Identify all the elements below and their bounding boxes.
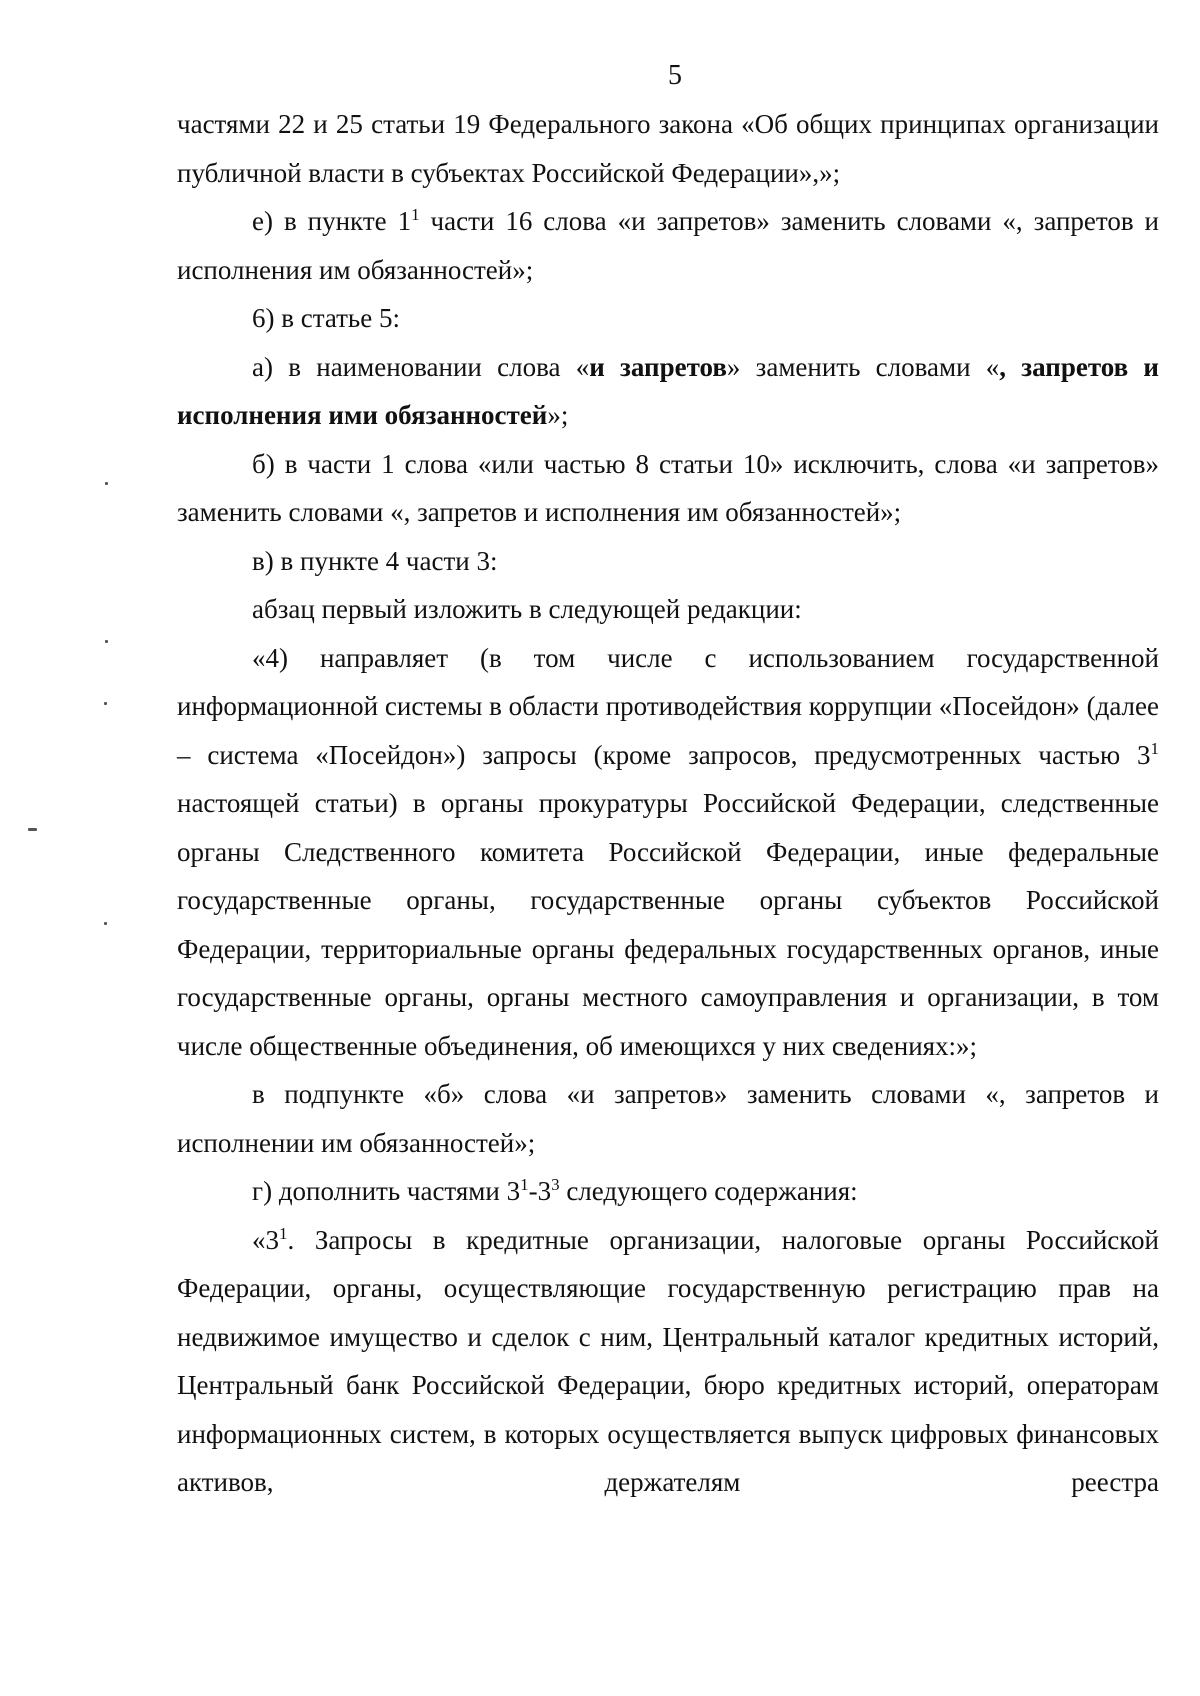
superscript: 1 (520, 1175, 529, 1194)
paragraph-2 (177, 197, 1159, 294)
scan-speck (28, 828, 37, 831)
page-number: 5 (668, 60, 682, 91)
paragraph-4-text-b: » заменить словами « (726, 351, 1000, 382)
paragraph-8-text-b: настоящей статьи) в органы прокуратуры Российской Федерации, следственные органы Следственного комитета Российской Федерации, иные федеральные государственные органы, государственные органы субъектов Российской Федерации, территориальные органы федеральных государственных органов, иные государственные органы, органы местного самоуправления и организации, в том числе общественные объединения, об имеющихся у них сведениях:»; (177, 788, 1159, 1061)
paragraph-11-text-a: «3 (252, 1224, 279, 1255)
superscript: 1 (279, 1223, 288, 1243)
paragraph-1: частями 22 и 25 статьи 19 Федерального закона «Об общих принципах организации публичной власти в субъектах Российской Федерации»,»; (177, 109, 1159, 188)
paragraph-9: в подпункте «б» слова «и запретов» заменить словами «, запретов и исполнении им обязанностей»; (177, 1079, 1159, 1158)
paragraph-10 (177, 1167, 1159, 1216)
superscript: 3 (551, 1175, 560, 1194)
paragraph-5: б) в части 1 слова «или частью 8 статьи 10» исключить, слова «и запретов» заменить словами «, запретов и исполнения им обязанностей»; (177, 448, 1159, 527)
paragraph-7: абзац первый изложить в следующей редакции: (252, 594, 802, 624)
paragraph-4 (177, 343, 1159, 440)
paragraph-11-text-b: . Запросы в кредитные организации, налоговые органы Российской Федерации, органы, осуществляющие государственную регистрацию прав на недвижимое имущество и сделок с ним, Центральный каталог кредитных историй, Центральный банк Российской Федерации, бюро кредитных историй, операторам информационных систем, в которых осуществляется выпуск цифровых финансовых активов, держателям реестра (177, 1224, 1159, 1497)
paragraph-10-text-b: -3 (528, 1176, 552, 1206)
scan-speck (104, 702, 107, 705)
paragraph-10-text-c: следующего содержания: (559, 1176, 858, 1206)
paragraph-8-text-a: «4) направляет (в том числе с использованием государственной информационной системы в области противодействия коррупции «Посейдон» (далее – система «Посейдон») запросы (кроме запросов, предусмотренных частью 3 (177, 642, 1159, 770)
bold-phrase: , запретов и исполнения ими обязанностей (177, 351, 1159, 430)
paragraph-3: 6) в статье 5: (252, 303, 400, 333)
superscript: 1 (411, 205, 420, 224)
paragraph-8 (177, 634, 1159, 1071)
paragraph-6: в) в пункте 4 части 3: (252, 545, 498, 576)
document-body (177, 100, 1159, 1507)
paragraph-4-text-c: »; (547, 400, 569, 430)
scan-speck (105, 640, 108, 643)
paragraph-4-text-a: а) в наименовании слова « (252, 351, 590, 382)
superscript: 1 (1150, 738, 1159, 758)
paragraph-2-text-a: е) в пункте 1 (252, 206, 412, 236)
paragraph-2-text-b: части 16 слова «и запретов» заменить словами «, запретов и исполнения им обязанностей»; (177, 206, 1159, 285)
scan-speck (105, 482, 108, 485)
paragraph-11 (177, 1216, 1159, 1507)
scan-speck (104, 922, 107, 925)
paragraph-10-text-a: г) дополнить частями 3 (252, 1176, 521, 1206)
bold-phrase: и запретов (589, 351, 727, 382)
